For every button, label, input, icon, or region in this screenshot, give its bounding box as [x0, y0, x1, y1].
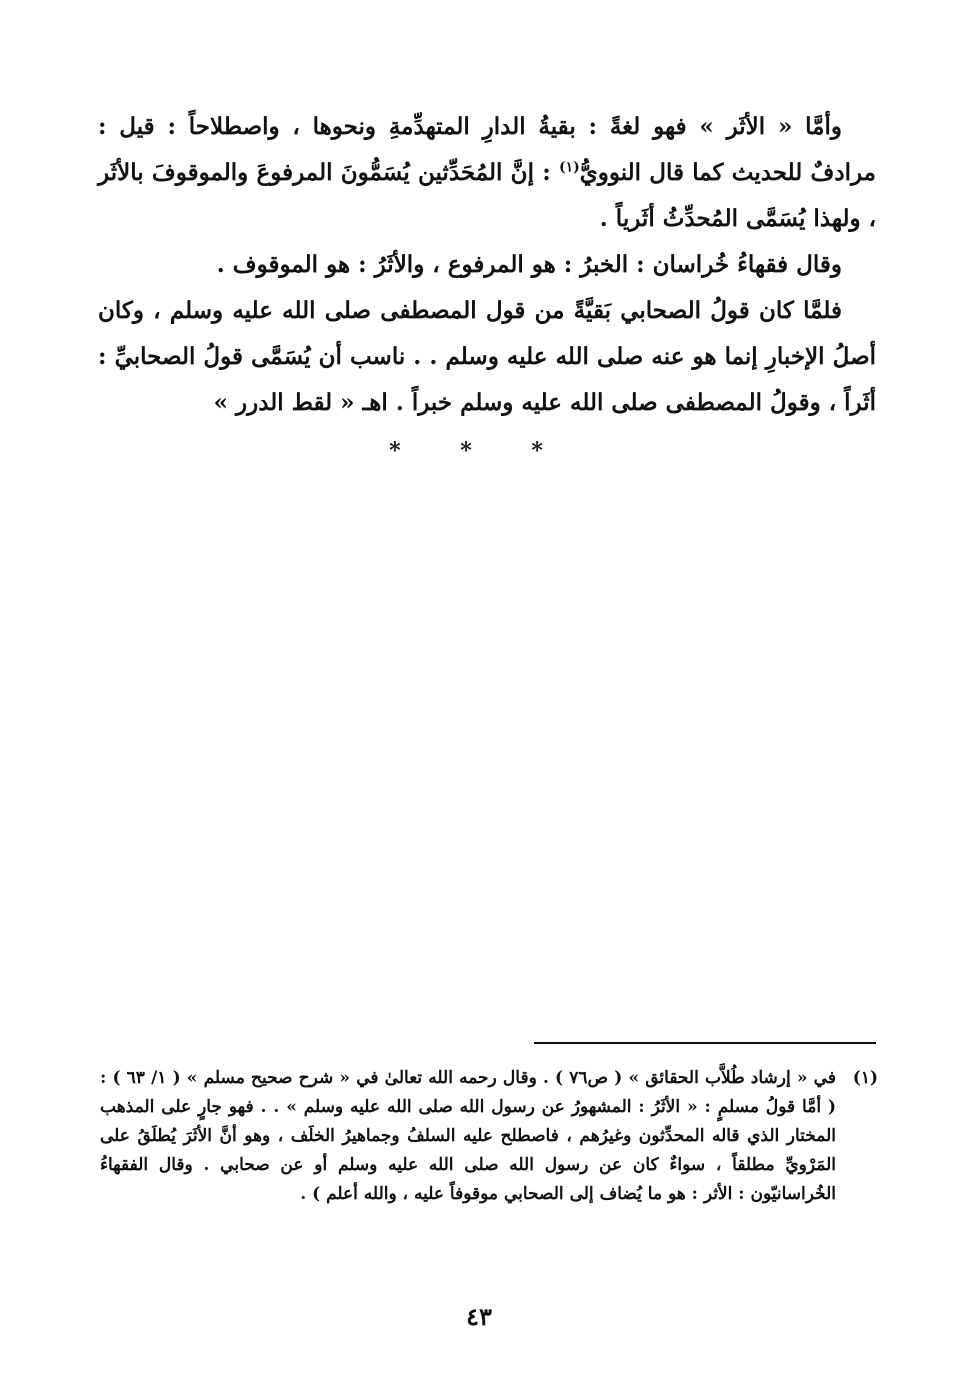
- footnote-number: (١): [852, 1068, 878, 1088]
- footnote-text: في « إرشاد طُلاَّب الحقائق » ( ص٧٦ ) . وقال رحمه الله تعالىٰ في « شرح صحيح مسلم » ( ١/ ٦٣ ) : ( أمَّا قولُ مسلمٍ : « الأثَرُ : المشهورُ عن رسول الله صلى الله عليه وسلم » . . فهو جارٍ على المذهب المختار الذي قاله المحدِّثون وغيرُهم ، فاصطلح عليه السلفُ وجماهيرُ الخلَف ، وهو أنَّ الأثَرَ يُطلَقُ على المَرْويِّ مطلقاً ، سواءٌ كان عن رسول الله صلى الله عليه وسلم أو عن صحابي . وقال الفقهاءُ الخُراسانيّون : الأثر : هو ما يُضاف إلى الصحابي موقوفاً عليه ، والله أعلم ) .: [100, 1068, 836, 1204]
- paragraph-text: : إنَّ المُحَدِّثين يُسَمُّونَ المرفوعَ والموقوفَ بالأثَر ، ولهذا يُسَمَّى المُحدِّثُ أثَرياً .: [98, 159, 876, 232]
- footnote-reference[interactable]: (١): [558, 159, 580, 176]
- paragraph-companion-saying: فلمَّا كان قولُ الصحابي بَقيَّةً من قول المصطفى صلى الله عليه وسلم ، وكان أصلُ الإخبارِ إنما هو عنه صلى الله عليه وسلم . . ناسب أن يُسَمَّى قولُ الصحابيِّ : أثَراً ، وقولُ المصطفى صلى الله عليه وسلم خبراً . اهـ « لقط الدرر »: [98, 297, 876, 416]
- main-text: [98, 104, 876, 426]
- footnote-item: [100, 1064, 878, 1209]
- paragraph-athar-definition: [98, 104, 876, 242]
- section-separator: * * *: [389, 438, 569, 464]
- paragraph-text: وأمَّا « الأثَر » فهو لغةً : بقيةُ الدارِ المتهدِّمةِ ونحوها ، واصطلاحاً : قيل : مرادفٌ للحديث كما قال النوويُّ: [98, 113, 877, 186]
- footnote-divider: [534, 1042, 876, 1044]
- footnotes-section: [100, 1064, 878, 1209]
- page-number: ٤٣: [466, 1302, 492, 1331]
- paragraph-khurasan-jurists: وقال فقهاءُ خُراسان : الخبرُ : هو المرفوع ، والأثَرُ : هو الموقوف .: [216, 251, 842, 278]
